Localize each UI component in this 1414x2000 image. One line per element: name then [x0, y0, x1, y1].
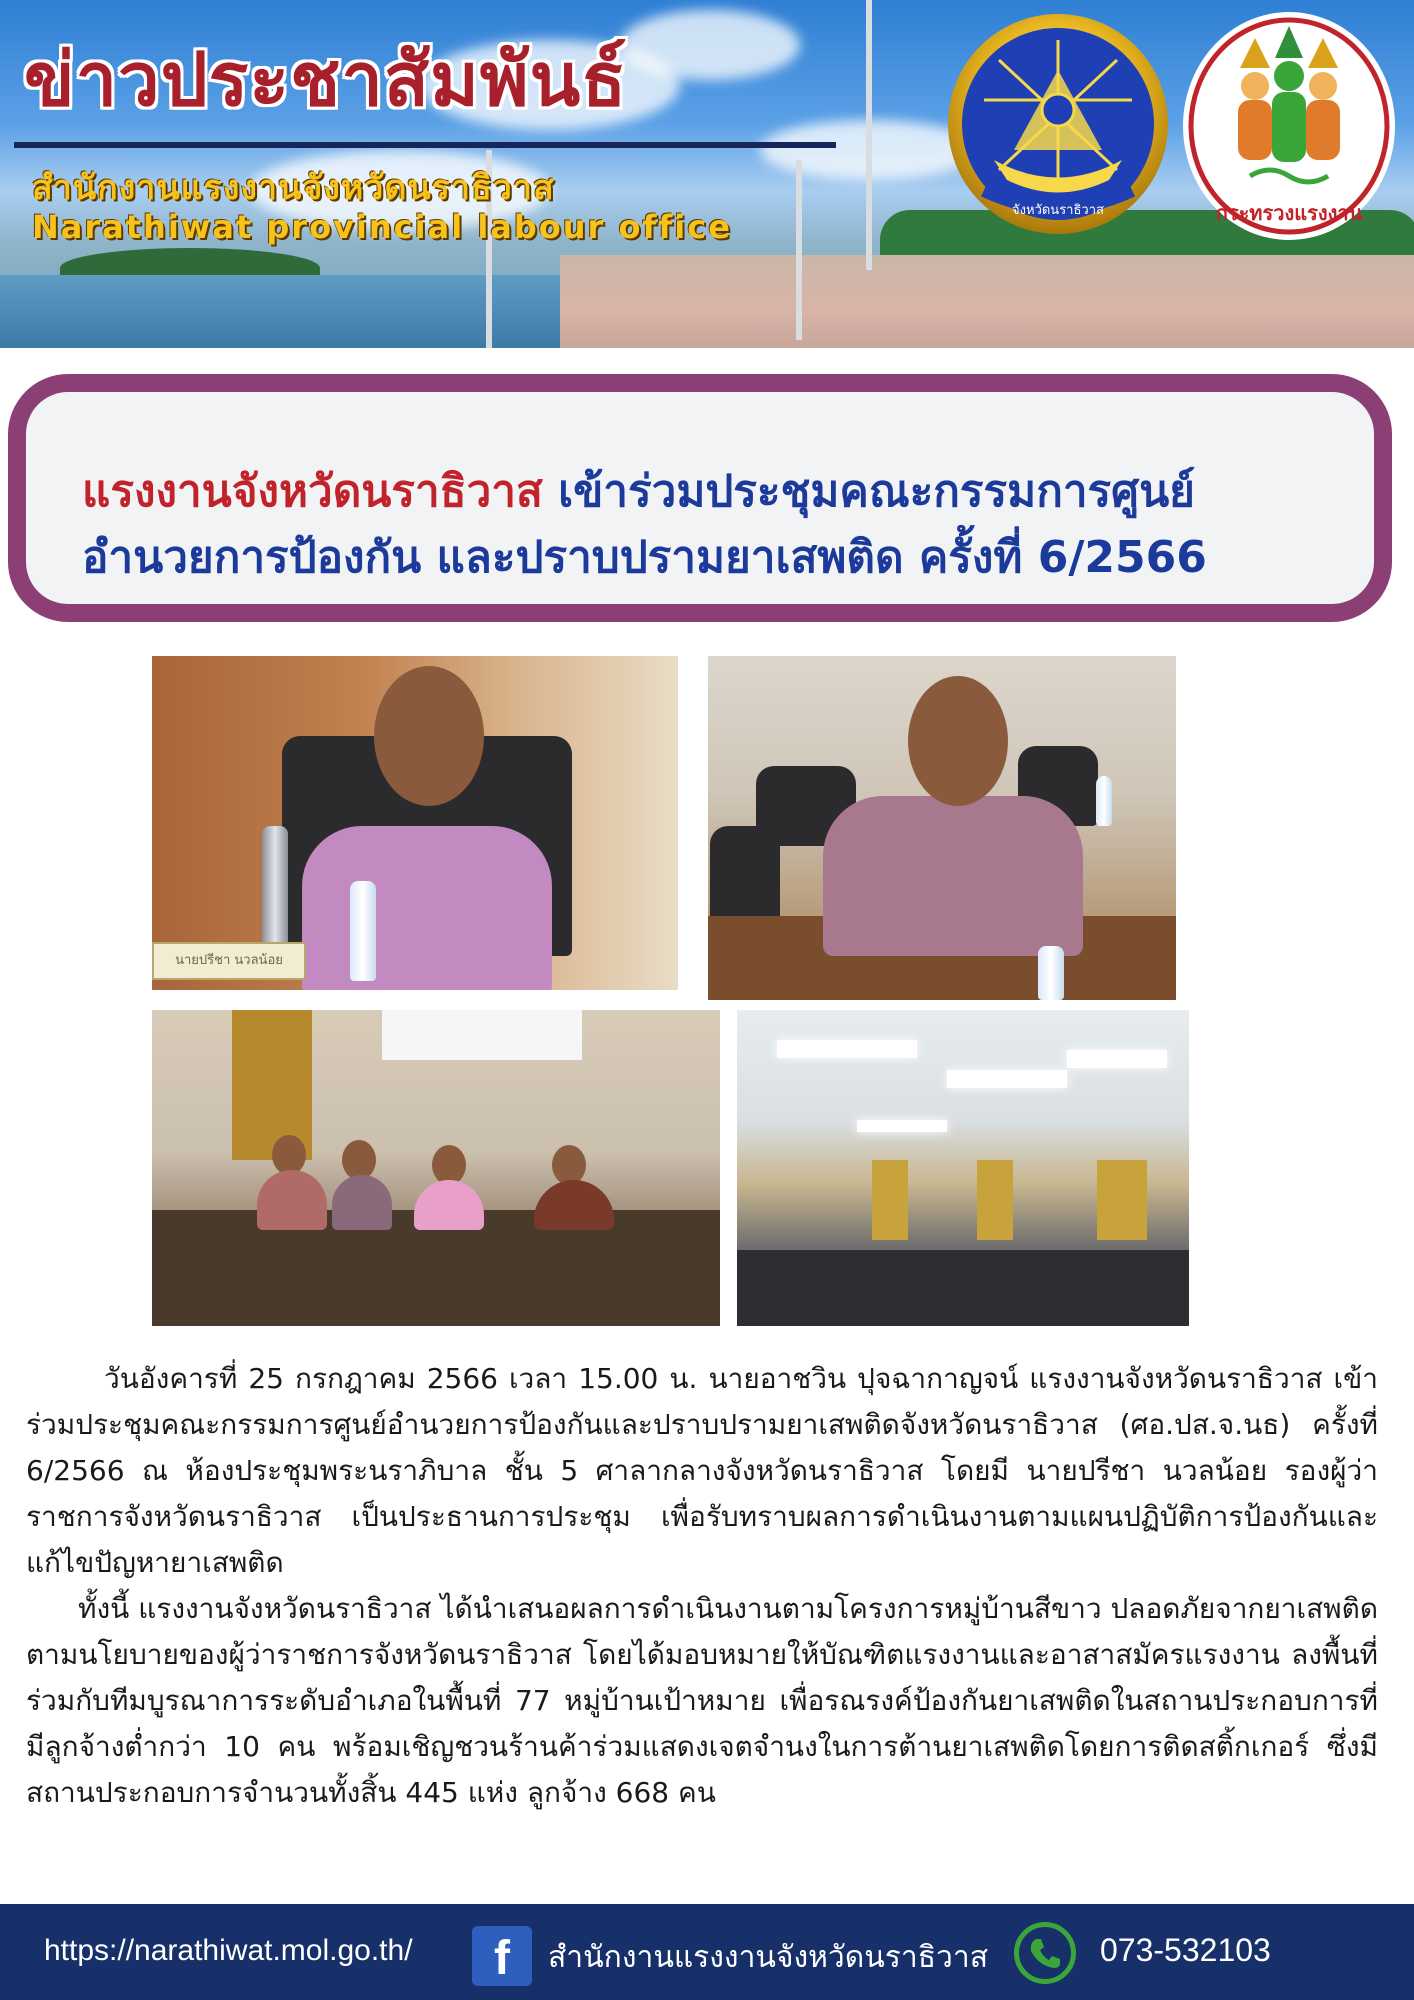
wooden-door — [232, 1010, 312, 1160]
headline-action: เข้าร่วมประชุมคณะกรรมการศูนย์ — [542, 466, 1195, 517]
projector-screen — [382, 1010, 582, 1060]
person-head — [908, 676, 1008, 806]
article-paragraph-2: ทั้งนี้ แรงงานจังหวัดนราธิวาส ได้นำเสนอผลการดำเนินงานตามโครงการหมู่บ้านสีขาว ปลอดภัยจากยาเสพติด ตามนโยบายของผู้ว่าราชการจังหวัดนราธิวาส โดยได้มอบหมายให้บัณฑิตแรงงานและอาสาสมัครแรงงาน ลงพื้นที่ร่วมกับทีมบูรณาการระดับอำเภอในพื้นที่ 77 หมู่บ้านเป้าหมาย เพื่อรณรงค์ป้องกันยาเสพติดในสถานประกอบการที่มีลูกจ้างต่ำกว่า 10 คน พร้อมเชิญชวนร้านค้าร่วมแสดงเจตจำนงในการต้านยาเสพติดโดยการติดสติ้กเกอร์ ซึ่งมีสถานประกอบการจำนวนทั้งสิ้น 445 แห่ง ลูกจ้าง 668 คน — [26, 1592, 1378, 1809]
phone-number[interactable]: 073-532103 — [1100, 1932, 1271, 1968]
person-shirt — [332, 1175, 392, 1230]
headline-line-2: อำนวยการป้องกัน และปราบปรามยาเสพติด ครั้งที่ 6/2566 — [82, 532, 1207, 583]
water-bottle — [1096, 776, 1112, 826]
ceiling-light — [1067, 1050, 1167, 1068]
person-shirt — [257, 1170, 327, 1230]
lamp-post — [796, 160, 802, 340]
phone-icon — [1014, 1922, 1076, 1984]
headline-box — [8, 374, 1392, 622]
water-bottle — [1038, 946, 1064, 1000]
website-link[interactable]: https://narathiwat.mol.go.th/ — [44, 1934, 413, 1967]
facebook-page-name[interactable]: สำนักงานแรงงานจังหวัดนราธิวาส — [548, 1940, 989, 1975]
province-seal-logo — [944, 10, 1172, 238]
phone-glyph — [1019, 1927, 1071, 1979]
article-body — [26, 1356, 1378, 1816]
photo-labour-officer — [708, 656, 1176, 1000]
nameplate: นายปรีชา นวลน้อย — [152, 942, 306, 980]
ministry-of-labour-logo — [1180, 8, 1398, 244]
gold-panel — [1097, 1160, 1147, 1240]
headline-line-1 — [82, 456, 1195, 526]
seal-left-text: จังหวัดนราธิวาส — [1012, 203, 1104, 218]
photo-chairman — [152, 656, 678, 990]
gold-panel — [977, 1160, 1013, 1240]
water-bottle — [350, 881, 376, 981]
photo-meeting-room — [737, 1010, 1189, 1326]
seal-right-text: กระทรวงแรงงาน — [1215, 201, 1363, 225]
office-name-english: Narathiwat provincial labour office — [32, 208, 732, 246]
person-head — [432, 1145, 466, 1185]
ceiling-light — [777, 1040, 917, 1058]
ceiling-light — [857, 1120, 947, 1132]
plaza — [560, 255, 1414, 348]
person-shirt — [414, 1180, 484, 1230]
person-head — [272, 1135, 306, 1175]
ceiling-light — [947, 1070, 1067, 1088]
audience — [737, 1250, 1189, 1326]
photo-meeting-attendees — [152, 1010, 720, 1326]
thermos — [262, 826, 288, 946]
person-shirt — [823, 796, 1083, 956]
headline-office-name: แรงงานจังหวัดนราธิวาส — [82, 466, 543, 517]
header-banner — [0, 0, 1414, 348]
person-head — [552, 1145, 586, 1185]
lamp-post — [866, 0, 872, 270]
gold-panel — [872, 1160, 908, 1240]
footer — [0, 1904, 1414, 2000]
facebook-icon[interactable]: f — [472, 1926, 532, 1986]
office-name-thai: สำนักงานแรงงานจังหวัดนราธิวาส — [32, 168, 555, 208]
page-title: ข่าวประชาสัมพันธ์ — [24, 37, 628, 123]
cloud — [620, 10, 800, 80]
person-shirt — [302, 826, 552, 990]
person-head — [342, 1140, 376, 1180]
title-divider — [14, 142, 836, 148]
person-head — [374, 666, 484, 806]
article-paragraph-1: วันอังคารที่ 25 กรกฎาคม 2566 เวลา 15.00 น. นายอาชวิน ปุจฉากาญจน์ แรงงานจังหวัดนราธิวาส เข้าร่วมประชุมคณะกรรมการศูนย์อำนวยการป้องกันและปราบปรามยาเสพติดจังหวัดนราธิวาส (ศอ.ปส.จ.นธ) ครั้งที่ 6/2566 ณ ห้องประชุมพระนราภิบาล ชั้น 5 ศาลากลางจังหวัดนราธิวาส โดยมี นายปรีชา นวลน้อย รองผู้ว่าราชการจังหวัดนราธิวาส เป็นประธานการประชุม เพื่อรับทราบผลการดำเนินงานตามแผนปฏิบัติการป้องกันและแก้ไขปัญหายาเสพติด — [26, 1362, 1378, 1579]
person-shirt — [534, 1180, 614, 1230]
